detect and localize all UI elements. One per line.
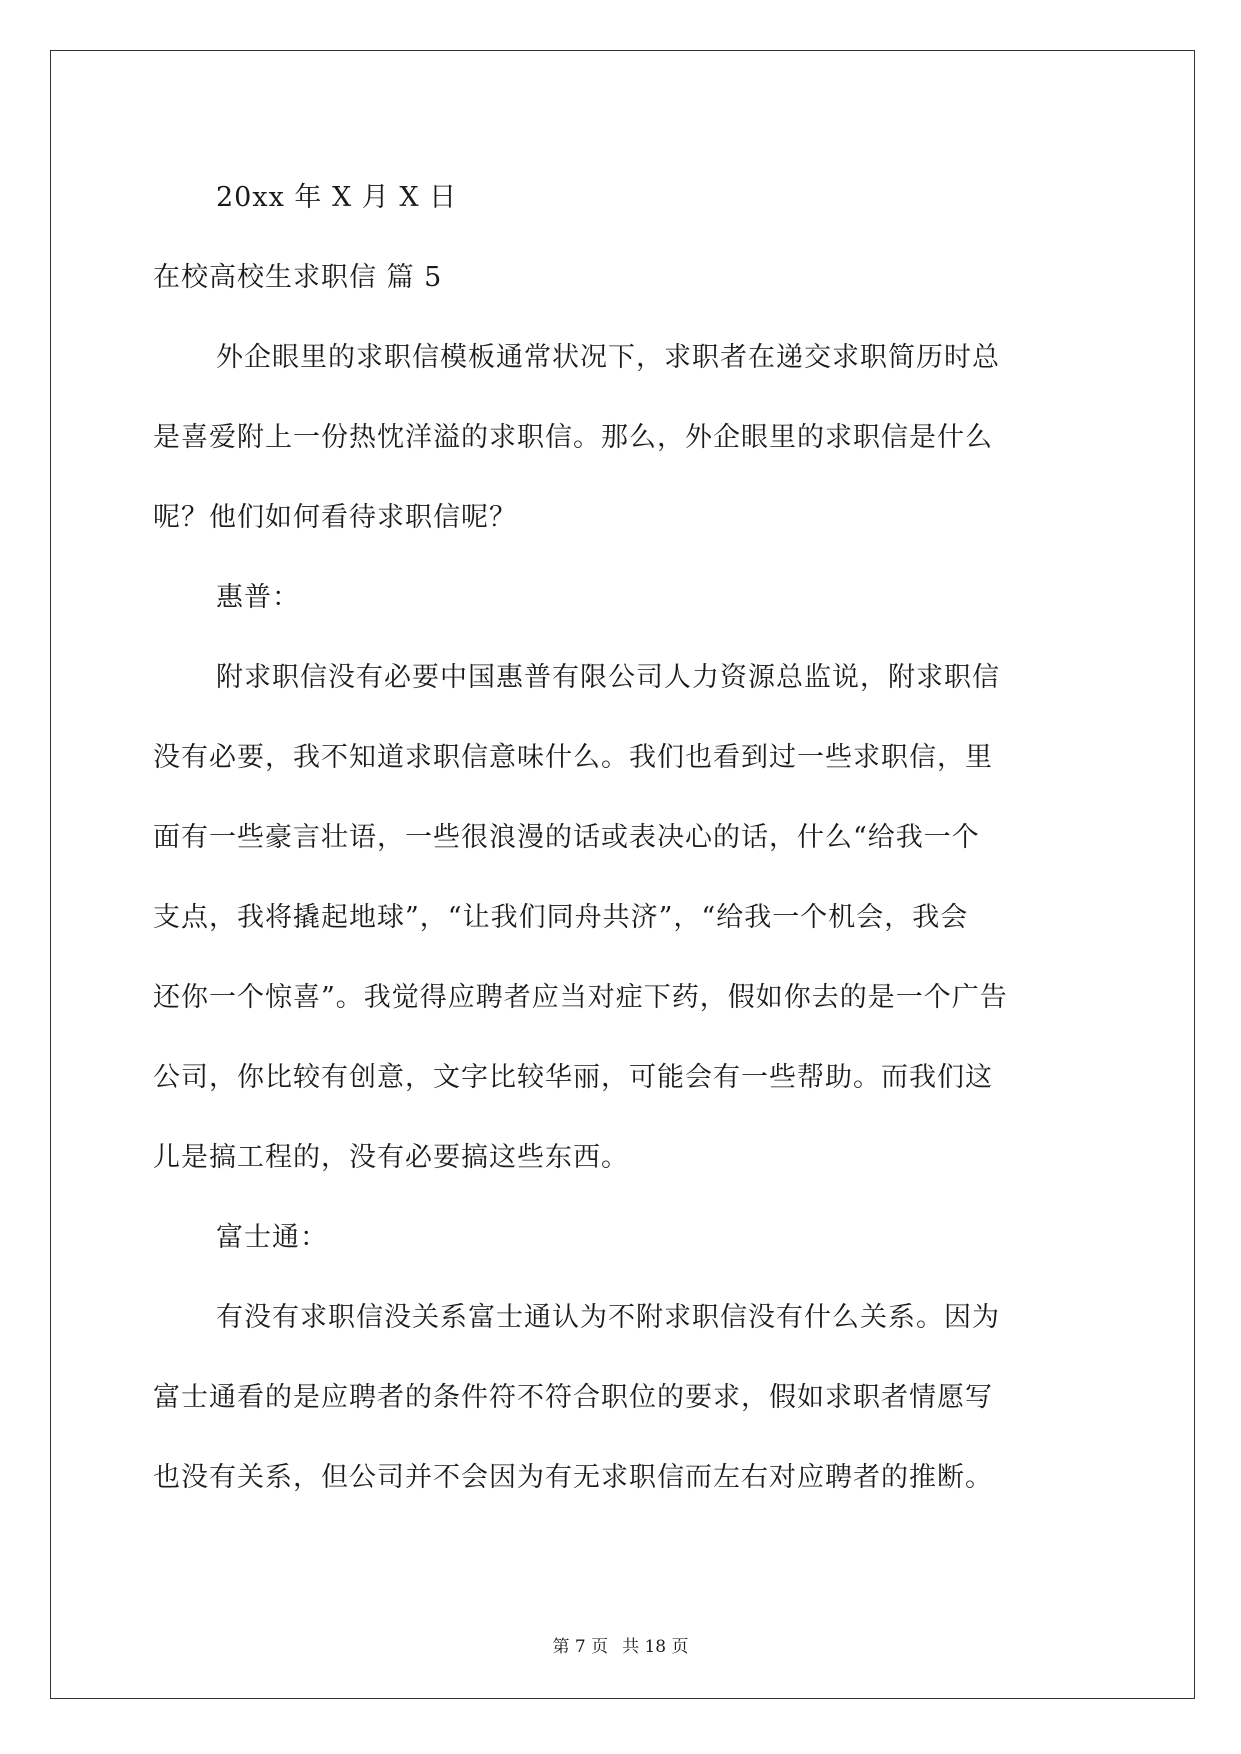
- document-body: [153, 158, 1093, 1518]
- subheading: 富士通：: [216, 1222, 328, 1253]
- date-line: 20xx 年 X 月 X 日: [216, 182, 458, 213]
- paragraph-intro: [153, 318, 1093, 558]
- paragraph-line: 富士通看的是应聘者的条件符不符合职位的要求，假如求职者情愿写: [153, 1382, 993, 1413]
- page-total: 共 18 页: [622, 1637, 689, 1657]
- paragraph-hp: [153, 638, 1093, 1198]
- page-number: 第 7 页: [552, 1637, 609, 1657]
- paragraph-line: 有没有求职信没关系富士通认为不附求职信没有什么关系。因为: [216, 1302, 1000, 1333]
- paragraph-line: 支点，我将撬起地球”，“让我们同舟共济”，“给我一个机会，我会: [153, 902, 969, 933]
- paragraph-line: 儿是搞工程的，没有必要搞这些东西。: [153, 1142, 629, 1173]
- paragraph-line: 呢？他们如何看待求职信呢？: [153, 502, 517, 533]
- paragraph-line: 面有一些豪言壮语，一些很浪漫的话或表决心的话，什么“给我一个: [153, 822, 980, 853]
- paragraph-line: 公司，你比较有创意，文字比较华丽，可能会有一些帮助。而我们这: [153, 1062, 993, 1093]
- paragraph-line: 也没有关系，但公司并不会因为有无求职信而左右对应聘者的推断。: [153, 1462, 993, 1493]
- paragraph-fujitsu: [153, 1278, 1093, 1518]
- subheading: 惠普：: [216, 582, 300, 613]
- section-title: 在校高校生求职信 篇 5: [153, 262, 443, 293]
- heading-fujitsu: [153, 1198, 1093, 1278]
- heading-hp: [153, 558, 1093, 638]
- page-footer: [0, 1632, 1241, 1657]
- paragraph-line: 附求职信没有必要中国惠普有限公司人力资源总监说，附求职信: [216, 662, 1000, 693]
- paragraph-line: 没有必要，我不知道求职信意味什么。我们也看到过一些求职信，里: [153, 742, 993, 773]
- paragraph-line: 是喜爱附上一份热忱洋溢的求职信。那么，外企眼里的求职信是什么: [153, 422, 993, 453]
- paragraph-line: 外企眼里的求职信模板通常状况下，求职者在递交求职简历时总: [216, 342, 1000, 373]
- paragraph-line: 还你一个惊喜”。我觉得应聘者应当对症下药，假如你去的是一个广告: [153, 982, 1008, 1013]
